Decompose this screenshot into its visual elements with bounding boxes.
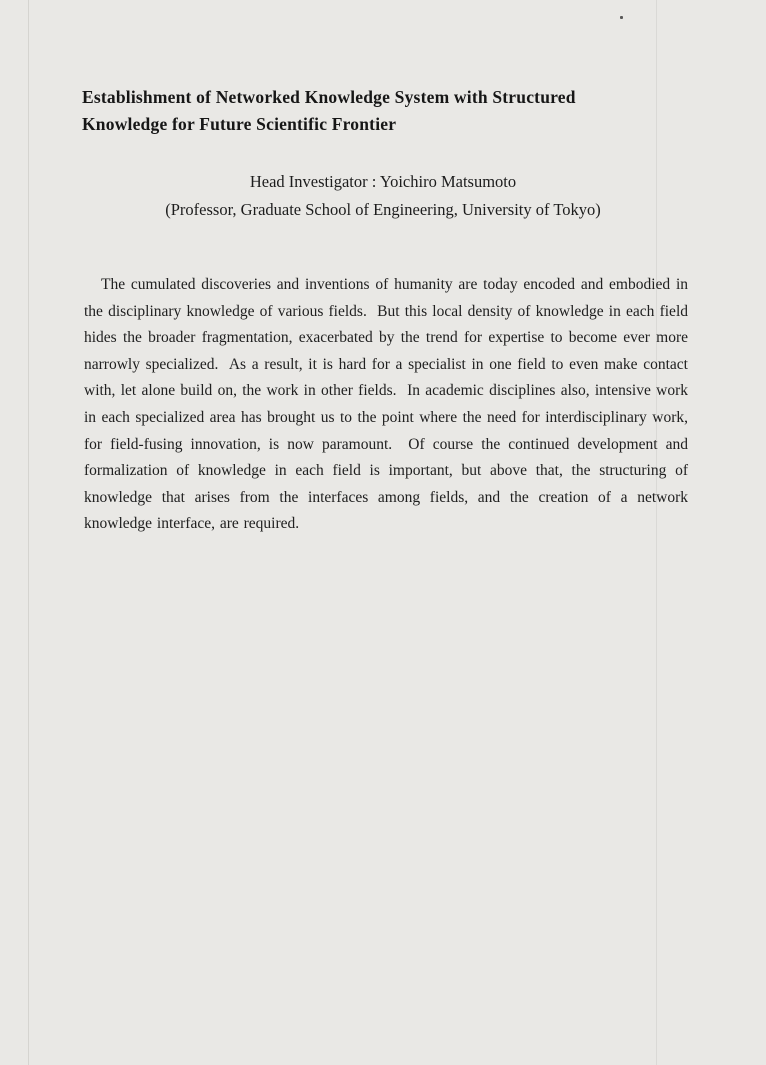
investigator-credit-block bbox=[0, 168, 766, 223]
document-title-line-2: Knowledge for Future Scientific Frontier bbox=[82, 114, 397, 134]
abstract-paragraph: The cumulated discoveries and inventions of humanity are today encoded and embodied in the disciplinary knowledge of various fields. But this local density of knowledge in each field hides the broader fragmentation, exacerbated by the trend for expertise to become ever more narrowly specialized. As a result, it is hard for a specialist in one field to even make contact with, let alone build on, the work in other fields. In academic disciplines also, intensive work in each specialized area has brought us to the point where the need for interdisciplinary work, for field-fusing innovation, is now paramount. Of course the continued development and formalization of knowledge in each field is important, but above that, the structuring of knowledge that arises from the interfaces among fields, and the creation of a network knowledge interface, are required. bbox=[84, 276, 693, 533]
document-title-line-1: Establishment of Networked Knowledge System with Structured bbox=[82, 87, 576, 107]
scan-artifact-speck bbox=[620, 16, 623, 19]
head-investigator-line: Head Investigator : Yoichiro Matsumoto bbox=[249, 172, 517, 191]
left-fold-line bbox=[28, 0, 29, 1065]
document-title bbox=[82, 84, 694, 138]
affiliation-line: (Professor, Graduate School of Engineering, University of Tokyo) bbox=[165, 199, 601, 219]
